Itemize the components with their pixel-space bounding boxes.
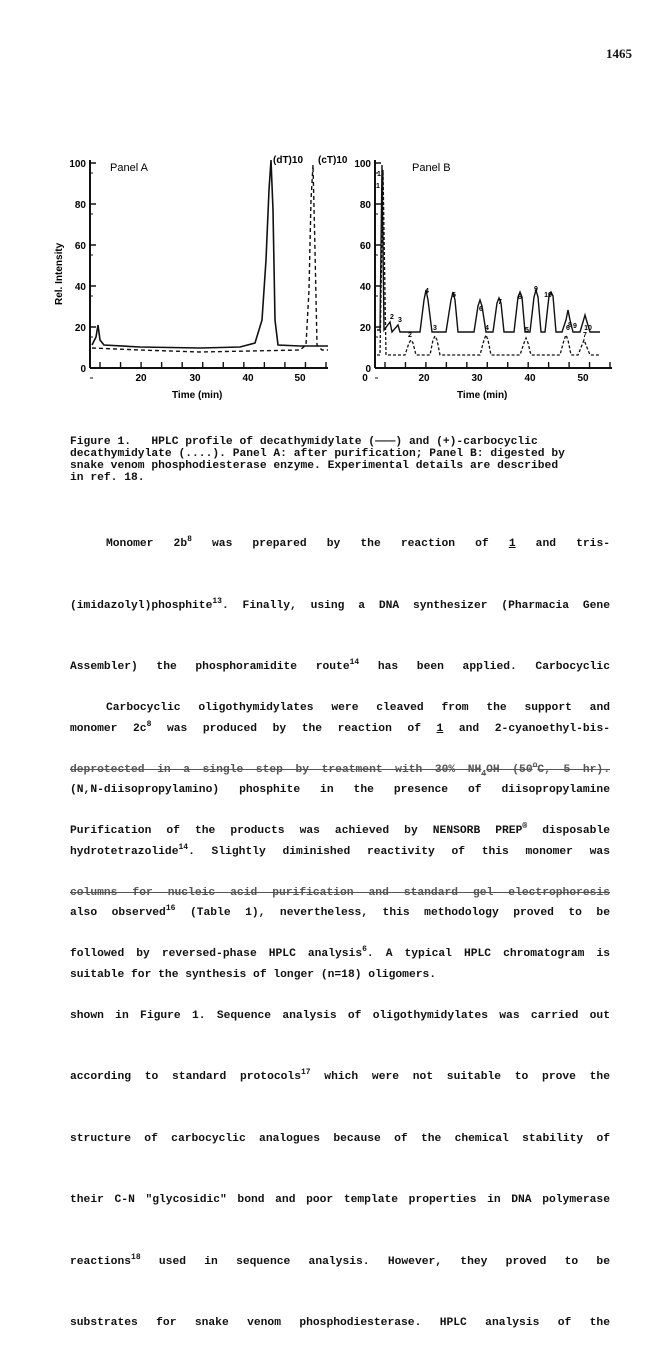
peak-label: 4 — [485, 325, 489, 332]
panel-a-y-ticks — [69, 159, 96, 378]
hplc-figure — [0, 0, 672, 420]
y-tick-label: 40 — [359, 282, 371, 293]
y-tick-label: 0 — [80, 364, 86, 375]
panel-b-y-ticks — [354, 159, 381, 378]
y-tick-label: 80 — [74, 200, 86, 211]
peak-label: 8 — [568, 322, 572, 329]
panel-b-x-label: Time (min) — [457, 390, 508, 401]
body-line: monomer $2c^8$ was produced by the reaction of 1 and 2-cyanoethyl-bis- — [70, 719, 611, 735]
caption-line: in ref. 18. — [70, 472, 145, 484]
x-tick-label: 20 — [418, 373, 430, 384]
body-line: also observed$^{16}$ (Table 1), nevertheless, this methodology proved to be — [70, 904, 610, 919]
body-line: substrates for snake venom phosphodiesterase. HPLC analysis of the — [70, 1317, 610, 1329]
paragraph-2 — [70, 657, 610, 1354]
panel-a-label: Panel A — [110, 162, 148, 174]
x-tick-label: 50 — [577, 373, 589, 384]
panel-a-solid-trace — [92, 160, 328, 348]
caption-line: snake venom phosphodiesterase enzyme. Experimental details are described — [70, 460, 559, 472]
body-line: Assembler) the phosphoramidite route$^{14}$ has been applied. Carbocyclic — [70, 658, 610, 673]
peak-label: 1 — [376, 183, 380, 190]
legend-dt: (dT)10 — [273, 155, 303, 166]
body-line: their C-N "glycosidic" bond and poor template properties in DNA polymerase — [70, 1194, 610, 1206]
x-tick-label: 30 — [471, 373, 483, 384]
panel-b-solid-trace — [377, 165, 600, 332]
peak-label: 3 — [398, 317, 402, 324]
peak-label: 5 — [525, 327, 529, 334]
panel-b — [354, 159, 612, 401]
y-tick-label: 20 — [359, 323, 371, 334]
body-line: hydrotetrazolide$^{14}$. Slightly diminished reactivity of this monomer was — [70, 842, 610, 858]
peak-label: 4 — [425, 288, 429, 295]
peak-label: 8 — [518, 294, 522, 301]
y-tick-label: 100 — [69, 159, 86, 170]
panel-b-label: Panel B — [412, 162, 451, 174]
panel-b-peak-labels — [376, 171, 592, 339]
body-line: Monomer $2b^8$ was prepared by the reaction of 1 and tris- — [106, 535, 611, 550]
peak-label: 2 — [408, 332, 412, 339]
peak-label: 7 — [498, 299, 502, 306]
x-tick-label: 0 — [362, 373, 368, 384]
y-tick-label: 60 — [74, 241, 86, 252]
caption-line: Figure 1. HPLC profile of decathymidylate (———) and (+)-carbocyclic — [70, 436, 538, 448]
legend-ct: (cT)10 — [318, 155, 348, 166]
x-tick-label: 50 — [294, 373, 306, 384]
x-tick-label: 40 — [242, 373, 254, 384]
y-axis-label: Rel. Intensity — [54, 242, 65, 305]
panel-a — [54, 155, 348, 401]
peak-label: 2 — [390, 314, 394, 321]
body-line: suitable for the synthesis of longer (n=18) oligomers. — [70, 968, 437, 981]
peak-label: 5 — [452, 292, 456, 299]
panel-b-x-ticks — [362, 362, 610, 384]
peak-label: 6 — [566, 325, 570, 332]
body-line: Carbocyclic oligothymidylates were cleaved from the support and — [106, 702, 610, 714]
body-line: according to standard protocols$^{17}$ which were not suitable to prove the — [70, 1068, 610, 1083]
body-line: deprotected in a single step by treatment with 30% $NH_4OH$ (50$^o$C, 5 hr). — [70, 760, 610, 778]
panel-a-x-label: Time (min) — [172, 390, 223, 401]
body-line: reactions$^{18}$ used in sequence analysis. However, they proved to be — [70, 1252, 610, 1268]
page-number: 1465 — [606, 46, 632, 61]
peak-label: 10 — [544, 292, 552, 299]
y-tick-label: 40 — [74, 282, 86, 293]
peak-label: 3 — [433, 325, 437, 332]
peak-label: 10 — [584, 325, 592, 332]
body-line: columns for nucleic acid purification and standard gel electrophoresis — [70, 886, 610, 899]
body-line: (imidazolyl)phosphite$^{13}$. Finally, using a DNA synthesizer (Pharmacia Gene — [70, 596, 610, 612]
caption-line: decathymidylate (....). Panel A: after purification; Panel B: digested by — [70, 448, 565, 460]
x-tick-label: 20 — [135, 373, 147, 384]
y-tick-label: 60 — [359, 241, 371, 252]
peak-label: 6 — [479, 306, 483, 313]
peak-label: 1 — [377, 171, 381, 178]
y-tick-label: 0 — [365, 364, 371, 375]
body-line: shown in Figure 1. Sequence analysis of oligothymidylates was carried out — [70, 1009, 610, 1022]
panel-a-dashed-trace — [92, 165, 328, 352]
x-tick-label: 40 — [524, 373, 536, 384]
y-tick-label: 80 — [359, 200, 371, 211]
peak-label: 9 — [534, 286, 538, 293]
y-tick-label: 100 — [354, 159, 371, 170]
peak-label: 7 — [583, 332, 587, 339]
x-tick-label: 30 — [189, 373, 201, 384]
body-line: structure of carbocyclic analogues because of the chemical stability of — [70, 1132, 610, 1145]
peak-label: 9 — [573, 323, 577, 330]
panel-a-x-ticks — [100, 362, 326, 384]
body-line: Purification of the products was achieved by NENSORB PREP® disposable — [70, 822, 611, 837]
y-tick-label: 20 — [74, 323, 86, 334]
body-line: (N,N-diisopropylamino) phosphite in the presence of diisopropylamine — [70, 784, 610, 796]
figure-caption — [70, 436, 610, 484]
body-line: followed by reversed-phase HPLC analysis$^6$. A typical HPLC chromatogram is — [70, 945, 610, 960]
